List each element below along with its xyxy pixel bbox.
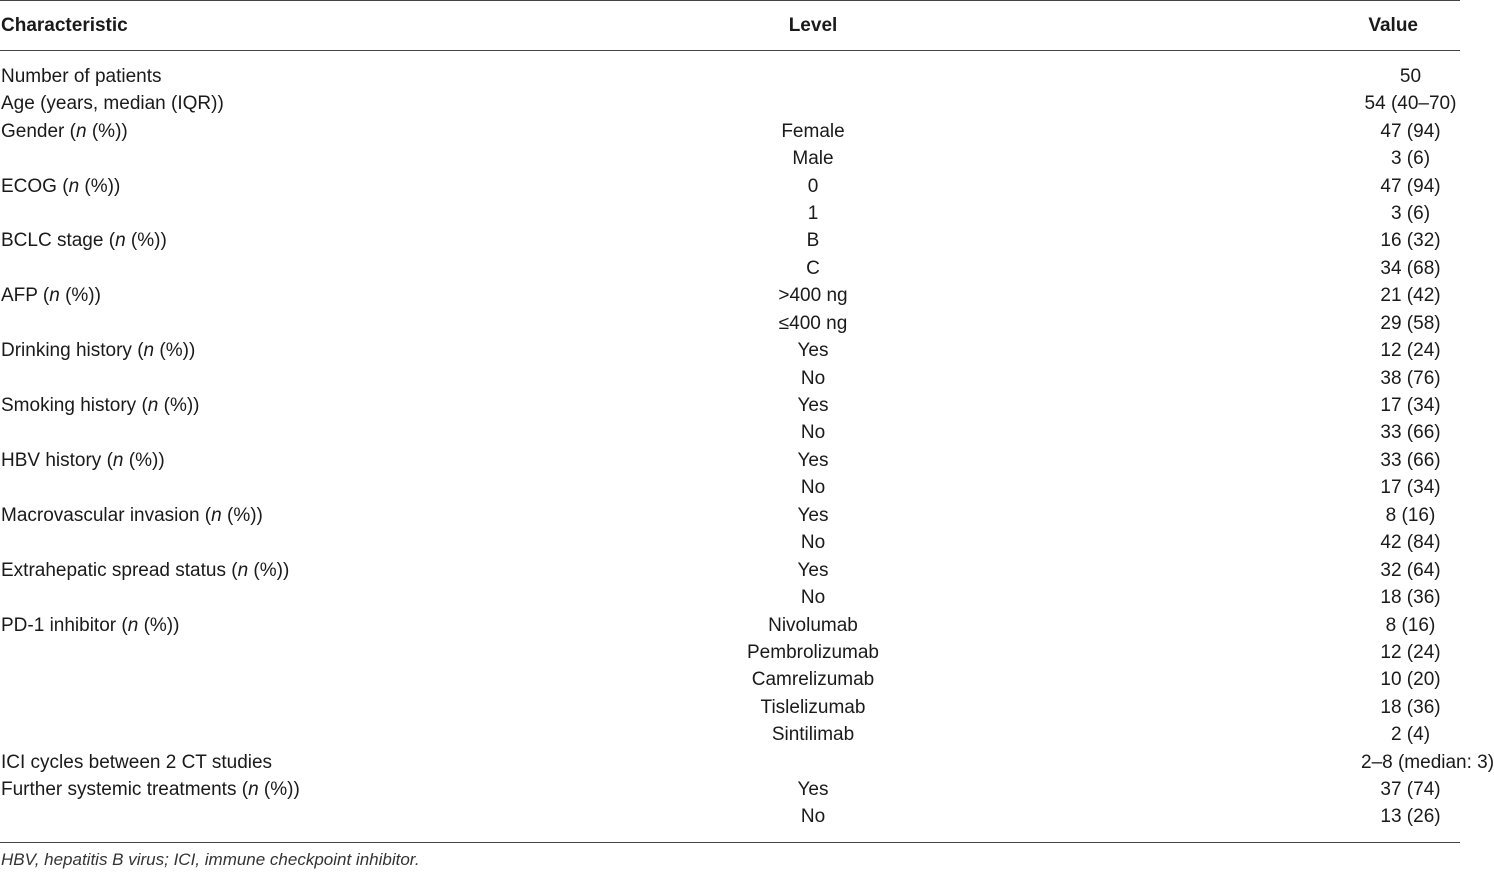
table-row bbox=[0, 337, 1460, 364]
cell-value: 32 (64) bbox=[1380, 559, 1441, 581]
cell-characteristic bbox=[0, 556, 620, 583]
table-row bbox=[0, 611, 1460, 638]
cell-level: No bbox=[800, 532, 826, 554]
cell-characteristic bbox=[0, 172, 620, 199]
cell-level: Yes bbox=[797, 504, 829, 526]
cell-level: No bbox=[620, 803, 1006, 843]
characteristic-label: Extrahepatic spread status bbox=[1, 559, 226, 581]
cell-value: 17 (34) bbox=[1380, 395, 1441, 417]
cell-characteristic bbox=[0, 694, 620, 721]
suffix-close: (%)) bbox=[123, 449, 165, 471]
table-row bbox=[0, 666, 1460, 693]
suffix-open: ( bbox=[101, 449, 113, 471]
characteristic-label: Macrovascular invasion bbox=[1, 504, 200, 526]
table-header bbox=[0, 1, 1460, 51]
cell-level: No bbox=[800, 422, 826, 444]
count-percent-suffix bbox=[57, 176, 120, 197]
table-row bbox=[0, 776, 1460, 803]
cell-characteristic bbox=[0, 749, 620, 776]
suffix-n: n bbox=[143, 340, 155, 362]
suffix-n: n bbox=[68, 175, 80, 197]
count-percent-suffix bbox=[101, 450, 164, 471]
cell-value: 29 (58) bbox=[1380, 312, 1441, 334]
cell-value: 21 (42) bbox=[1380, 285, 1441, 307]
cell-characteristic bbox=[0, 419, 620, 446]
characteristic-label: Smoking history bbox=[1, 395, 137, 417]
cell-value: 38 (76) bbox=[1380, 367, 1441, 389]
suffix-close: (%)) bbox=[125, 230, 167, 252]
suffix-close: (%)) bbox=[221, 504, 263, 526]
cell-level: ≤400 ng bbox=[778, 312, 848, 334]
characteristic-label: Further systemic treatments bbox=[1, 779, 237, 801]
table-row bbox=[0, 200, 1460, 227]
count-percent-suffix bbox=[64, 121, 127, 142]
cell-level: Yes bbox=[797, 559, 829, 581]
suffix-open: ( bbox=[116, 614, 128, 636]
cell-characteristic bbox=[0, 117, 620, 144]
suffix-close: (%)) bbox=[154, 340, 196, 362]
suffix-n: n bbox=[112, 449, 124, 471]
suffix-open: ( bbox=[199, 504, 212, 526]
cell-characteristic bbox=[0, 145, 620, 172]
suffix-close: (%)) bbox=[258, 779, 300, 801]
table-row bbox=[0, 694, 1460, 721]
cell-value: 18 (36) bbox=[1380, 587, 1441, 609]
cell-characteristic bbox=[0, 474, 620, 501]
cell-level: Yes bbox=[797, 449, 829, 471]
suffix-open: ( bbox=[56, 175, 69, 197]
suffix-close: (%)) bbox=[79, 175, 121, 197]
cell-characteristic bbox=[0, 255, 620, 282]
cell-level: B bbox=[806, 230, 820, 252]
suffix-close: (%)) bbox=[248, 559, 290, 581]
table-row bbox=[0, 310, 1460, 337]
cell-characteristic bbox=[0, 721, 620, 748]
cell-value: 18 (36) bbox=[1380, 696, 1441, 718]
header-characteristic: Characteristic bbox=[0, 1, 620, 51]
table-row bbox=[0, 639, 1460, 666]
table-row bbox=[0, 364, 1460, 391]
cell-value: 16 (32) bbox=[1380, 230, 1441, 252]
cell-characteristic bbox=[0, 584, 620, 611]
cell-characteristic bbox=[0, 611, 620, 638]
cell-value: 47 (94) bbox=[1380, 120, 1441, 142]
cell-characteristic bbox=[0, 364, 620, 391]
cell-characteristic bbox=[0, 529, 620, 556]
table-row bbox=[0, 749, 1460, 776]
cell-value: 33 (66) bbox=[1380, 422, 1441, 444]
header-value: Value bbox=[1006, 1, 1460, 51]
table-row bbox=[0, 255, 1460, 282]
count-percent-suffix bbox=[226, 560, 289, 581]
table-row bbox=[0, 51, 1460, 91]
cell-value: 34 (68) bbox=[1380, 257, 1441, 279]
characteristic-label: BCLC stage bbox=[1, 230, 104, 252]
table-row bbox=[0, 803, 1460, 843]
suffix-n: n bbox=[49, 285, 60, 307]
cell-value: 42 (84) bbox=[1380, 532, 1441, 554]
characteristic-label: ICI cycles between 2 CT studies bbox=[1, 751, 273, 773]
characteristic-label: Number of patients bbox=[1, 66, 162, 87]
suffix-n: n bbox=[75, 120, 87, 142]
cell-value: 13 (26) bbox=[1006, 803, 1460, 843]
cell-value: 12 (24) bbox=[1380, 641, 1441, 663]
suffix-n: n bbox=[115, 230, 126, 252]
suffix-close: (%)) bbox=[59, 285, 101, 307]
count-percent-suffix bbox=[103, 230, 166, 251]
table-row bbox=[0, 721, 1460, 748]
cell-level bbox=[620, 51, 1006, 91]
cell-characteristic bbox=[0, 639, 620, 666]
header-row bbox=[0, 1, 1460, 51]
cell-level: No bbox=[800, 477, 826, 499]
cell-characteristic bbox=[0, 502, 620, 529]
cell-level: No bbox=[800, 587, 826, 609]
table-footnote: HBV, hepatitis B virus; ICI, immune checkpoint inhibitor. bbox=[1, 850, 420, 869]
suffix-open: ( bbox=[131, 340, 144, 362]
cell-characteristic bbox=[0, 447, 620, 474]
table-row bbox=[0, 556, 1460, 583]
suffix-open: ( bbox=[103, 230, 116, 252]
cell-characteristic bbox=[0, 282, 620, 309]
table-row bbox=[0, 227, 1460, 254]
cell-value: 54 (40–70) bbox=[1364, 93, 1457, 115]
cell-level bbox=[620, 90, 1006, 117]
cell-value: 50 bbox=[1399, 66, 1422, 87]
count-percent-suffix bbox=[132, 340, 195, 361]
suffix-n: n bbox=[127, 614, 139, 636]
table-row bbox=[0, 447, 1460, 474]
suffix-n: n bbox=[211, 504, 222, 526]
cell-level: Sintilimab bbox=[771, 724, 855, 746]
cell-value: 10 (20) bbox=[1380, 669, 1441, 691]
characteristic-label: AFP bbox=[1, 285, 38, 307]
cell-characteristic bbox=[0, 776, 620, 803]
cell-level: No bbox=[800, 367, 826, 389]
table-row bbox=[0, 502, 1460, 529]
cell-value: 37 (74) bbox=[1380, 779, 1441, 801]
count-percent-suffix bbox=[200, 505, 263, 526]
suffix-open: ( bbox=[136, 395, 148, 417]
suffix-open: ( bbox=[236, 779, 249, 801]
cell-level: >400 ng bbox=[778, 285, 848, 307]
cell-level: Yes bbox=[797, 340, 829, 362]
cell-characteristic bbox=[0, 392, 620, 419]
cell-characteristic bbox=[0, 803, 620, 843]
table-row bbox=[0, 392, 1460, 419]
characteristic-label: Drinking history bbox=[1, 340, 132, 362]
table-row bbox=[0, 529, 1460, 556]
cell-value: 17 (34) bbox=[1380, 477, 1441, 499]
cell-value: 8 (16) bbox=[1385, 614, 1436, 636]
cell-level: Male bbox=[792, 148, 834, 170]
suffix-n: n bbox=[237, 559, 249, 581]
count-percent-suffix bbox=[116, 615, 179, 636]
suffix-open: ( bbox=[64, 120, 76, 142]
table-row bbox=[0, 419, 1460, 446]
table-row bbox=[0, 282, 1460, 309]
cell-characteristic bbox=[0, 666, 620, 693]
characteristic-label: PD-1 inhibitor bbox=[1, 614, 117, 636]
table-row bbox=[0, 117, 1460, 144]
table-row bbox=[0, 172, 1460, 199]
cell-level bbox=[620, 749, 1006, 776]
cell-characteristic bbox=[0, 337, 620, 364]
cell-level: C bbox=[806, 257, 820, 279]
table-body bbox=[0, 51, 1494, 843]
suffix-n: n bbox=[248, 779, 259, 801]
cell-value: 47 (94) bbox=[1380, 175, 1441, 197]
suffix-close: (%)) bbox=[158, 395, 200, 417]
suffix-n: n bbox=[147, 395, 159, 417]
cell-characteristic bbox=[0, 200, 620, 227]
cell-value: 2 (4) bbox=[1390, 724, 1431, 746]
cell-value: 2–8 (median: 3) bbox=[1361, 751, 1494, 773]
cell-level: 0 bbox=[807, 175, 819, 197]
cell-value: 33 (66) bbox=[1380, 449, 1441, 471]
cell-characteristic bbox=[0, 90, 620, 117]
cell-level: Pembrolizumab bbox=[747, 641, 879, 663]
suffix-close: (%)) bbox=[138, 614, 180, 636]
suffix-open: ( bbox=[225, 559, 238, 581]
count-percent-suffix bbox=[136, 395, 199, 416]
cell-characteristic bbox=[0, 227, 620, 254]
characteristic-label: ECOG bbox=[1, 175, 57, 197]
cell-level: Female bbox=[781, 120, 845, 142]
suffix-close: (%)) bbox=[86, 120, 128, 142]
cell-level: Yes bbox=[797, 395, 829, 417]
characteristic-label: HBV history bbox=[1, 449, 102, 471]
characteristic-label: Gender bbox=[1, 120, 65, 142]
count-percent-suffix bbox=[236, 779, 299, 800]
cell-value: 8 (16) bbox=[1385, 504, 1436, 526]
cell-level: 1 bbox=[807, 202, 819, 224]
suffix-open: ( bbox=[37, 285, 50, 307]
count-percent-suffix bbox=[38, 285, 101, 306]
characteristic-label: Age (years, median (IQR)) bbox=[1, 93, 224, 115]
table-row bbox=[0, 145, 1460, 172]
header-level: Level bbox=[620, 1, 1006, 51]
cell-level: Camrelizumab bbox=[751, 669, 875, 691]
cell-characteristic bbox=[0, 51, 620, 91]
cell-level: Yes bbox=[797, 779, 829, 801]
cell-level: Nivolumab bbox=[768, 614, 858, 636]
table-row bbox=[0, 584, 1460, 611]
cell-value: 12 (24) bbox=[1380, 340, 1441, 362]
cell-value: 3 (6) bbox=[1390, 202, 1431, 224]
cell-level: Tislelizumab bbox=[760, 696, 866, 718]
cell-characteristic bbox=[0, 310, 620, 337]
cell-value: 3 (6) bbox=[1390, 148, 1431, 170]
table-row bbox=[0, 90, 1460, 117]
table-row bbox=[0, 474, 1460, 501]
